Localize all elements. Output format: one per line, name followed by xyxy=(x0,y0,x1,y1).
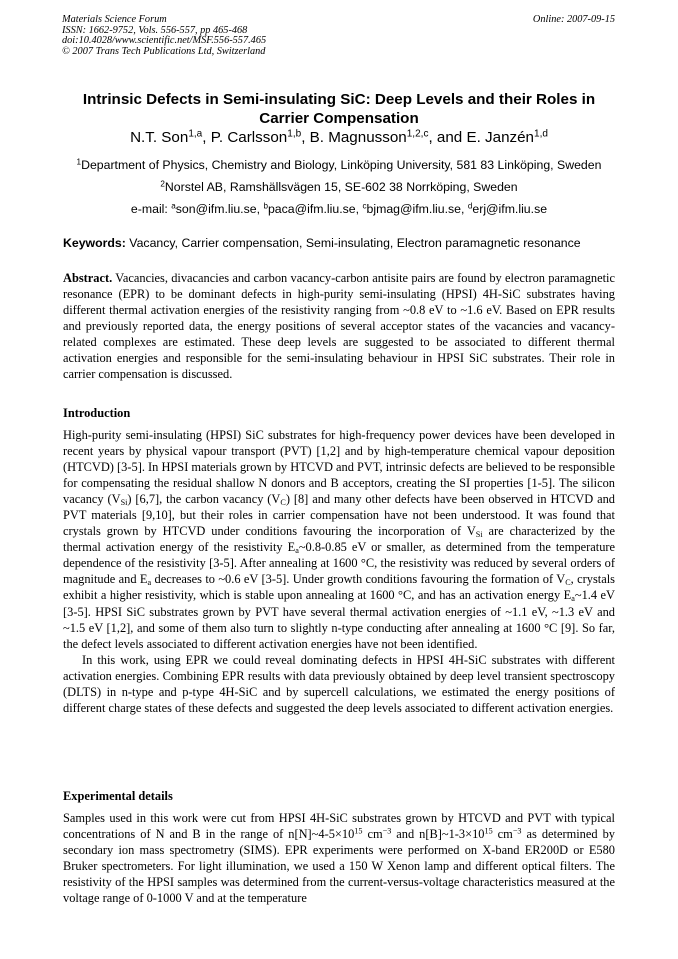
superscript: −3 xyxy=(512,826,522,836)
superscript: 15 xyxy=(484,826,493,836)
email-line xyxy=(40,201,638,217)
text-run: and n[B]~1-3×10 xyxy=(391,827,485,842)
copyright-line: © 2007 Trans Tech Publications Ltd, Switzerland xyxy=(62,45,266,57)
subscript: a xyxy=(295,546,299,556)
experimental-body xyxy=(63,810,615,906)
text-run: ~0.8-0.85 eV or smaller, as determined from the temperature dependence of the resistivity [3-5]. After annealing at 1600 °C, the resistivity was reduced by several orders of magnitude and E xyxy=(63,540,616,587)
subscript: C xyxy=(280,498,286,508)
superscript: −3 xyxy=(382,826,392,836)
email-mark: b xyxy=(263,201,268,211)
introduction-paragraph-1 xyxy=(63,427,615,652)
subscript: Si xyxy=(120,498,128,508)
abstract-text: Vacancies, divacancies and carbon vacancy-carbon antisite pairs are found by electron paramagnetic resonance (EPR) to be dominant defects in high-purity semi-insulating (HPSI) 4H-SiC substrates having different thermal activation energies of the resistivity ranging from ~0.8 eV to ~1.6 eV. Based on EPR results and previously reported data, the energy positions of several acceptor states of the vacancies and vacancy-related complexes are estimated. These deep levels are suggested to be associated to different thermal activation energies and responsible for the semi-insulating behaviour in HPSI SiC substrates. Their role in carrier compensation is discussed. xyxy=(63,271,615,382)
journal-name: Materials Science Forum xyxy=(62,14,167,25)
email-address[interactable]: bjmag@ifm.liu.se, xyxy=(366,202,465,216)
text-run: cm xyxy=(492,827,513,842)
experimental-heading: Experimental details xyxy=(63,789,173,803)
email-label: e-mail: xyxy=(130,202,168,216)
subscript: a xyxy=(147,578,152,588)
text-run: are characterized by the thermal activation energy of the resistivity E xyxy=(63,524,615,555)
abstract-label: Abstract. xyxy=(63,271,113,285)
email-mark: a xyxy=(171,201,176,211)
subscript: Si xyxy=(475,530,483,540)
text-run: High-purity semi-insulating (HPSI) SiC substrates for high-frequency power devices have been developed in recent years by physical vapour transport (PVT) [1,2] and by high-temperature chemical vapour deposition (HTCVD) [3-5]. In HPSI materials grown by HTCVD and PVT, intrinsic defects are believed to be responsible for compensating the residual shallow N donors and B acceptors, creating the SI properties [1-5]. The silicon vacancy (V xyxy=(63,428,615,507)
text-run: Samples used in this work were cut from HPSI 4H-SiC substrates grown by HTCVD and PVT with typical concentrations of N and B in the range of n[N]~4-5×10 xyxy=(63,811,615,842)
text-run: ) [8] and many other defects have been observed in HTCVD and PVT materials [9,10], but their roles in carrier compensation have not been understood. It was found that crystals grown by HTCVD under conditions favouring the incorporation of V xyxy=(63,492,615,539)
title-line-1: Intrinsic Defects in Semi-insulating SiC: Deep Levels and their Roles in xyxy=(82,91,596,108)
affiliation-text: Department of Physics, Chemistry and Biology, Linköping University, 581 83 Linköping, Sweden xyxy=(81,158,602,172)
superscript: 15 xyxy=(354,826,363,836)
author-affil-mark: 1,d xyxy=(534,128,548,140)
affiliation-2 xyxy=(40,179,638,195)
email-mark: c xyxy=(362,201,367,211)
email-address[interactable]: erj@ifm.liu.se xyxy=(472,202,548,216)
text-run: cm xyxy=(362,827,383,842)
author-name: E. Janzén xyxy=(466,129,534,146)
author-affil-mark: 1,a xyxy=(188,128,203,140)
text-run: ~1.4 eV [3-5]. HPSI SiC substrates grown by PVT have several thermal activation energies of ~1.1 eV, ~1.3 eV and ~1.5 eV [1,2], and some of them also turn to slightly n-type conducting after annealing at 1600 °C [9]. So far, the defect levels associated to different activation energies have not been identified. xyxy=(63,588,615,651)
author-name: B. Magnusson xyxy=(309,129,407,146)
text-run: as determined by secondary ion mass spectrometry (SIMS). EPR experiments were performed on X-band ER200D or E580 Bruker spectrometers. For light illumination, we used a 150 W Xenon lamp and different optical filters. The resistivity of the HPSI samples was determined from the current-versus-voltage characteristics measured at the voltage range of 0-1000 V and at the temperature xyxy=(63,827,615,906)
author-affil-mark: 1,2,c xyxy=(406,128,429,140)
affiliation-mark: 1 xyxy=(76,157,82,167)
subscript: C xyxy=(565,578,571,588)
introduction-paragraph-2: In this work, using EPR we could reveal dominating defects in HPSI 4H-SiC substrates with different activation energies. Combining EPR results with data previously obtained by deep level transient spectroscopy (DLTS) in n-type and p-type 4H-SiC and by supercell calculations, we estimated the energy positions of different charge states of these defects and suggested the deep levels associated to different activation energies. xyxy=(63,652,615,715)
keywords-line xyxy=(63,235,581,251)
affiliation-text: Norstel AB, Ramshällsvägen 15, SE-602 38 Norrköping, Sweden xyxy=(164,180,518,194)
text-run: ) [6,7], the carbon vacancy (V xyxy=(127,492,281,507)
email-mark: d xyxy=(467,201,473,211)
keywords-label: Keywords: xyxy=(63,236,126,250)
author-name: N.T. Son xyxy=(130,129,189,146)
text-run: , crystals exhibit a higher resistivity, which is stable upon annealing at 1600 °C, and has an activation energy E xyxy=(63,572,615,603)
paper-title xyxy=(40,90,638,128)
subscript: a xyxy=(571,594,575,604)
author-affil-mark: 1,b xyxy=(287,128,302,140)
introduction-heading: Introduction xyxy=(63,406,131,420)
doi-line: doi:10.4028/www.scientific.net/MSF.556-557.465 xyxy=(62,35,267,47)
text-run: decreases to ~0.6 eV [3-5]. Under growth conditions favouring the formation of V xyxy=(151,572,566,587)
email-address[interactable]: son@ifm.liu.se, xyxy=(175,202,261,216)
issn-line: ISSN: 1662-9752, Vols. 556-557, pp 465-468 xyxy=(62,24,248,36)
affiliation-mark: 2 xyxy=(160,179,165,189)
online-date: Online: 2007-09-15 xyxy=(532,14,615,25)
abstract xyxy=(63,270,615,382)
email-address[interactable]: paca@ifm.liu.se, xyxy=(267,202,360,216)
journal-header xyxy=(62,15,266,57)
affiliation-1 xyxy=(40,157,638,173)
introduction-body xyxy=(63,427,615,716)
author-name: P. Carlsson xyxy=(210,129,288,146)
title-line-2: Carrier Compensation xyxy=(259,110,419,127)
keywords-text: Vacancy, Carrier compensation, Semi-insulating, Electron paramagnetic resonance xyxy=(129,236,581,250)
author-list: N.T. Son$^{1,a}$, P. Carlsson$^{1,b}$, B. Magnusson$^{1,2,c}$, and E. Janzén$^{1,d}$ xyxy=(130,128,548,146)
